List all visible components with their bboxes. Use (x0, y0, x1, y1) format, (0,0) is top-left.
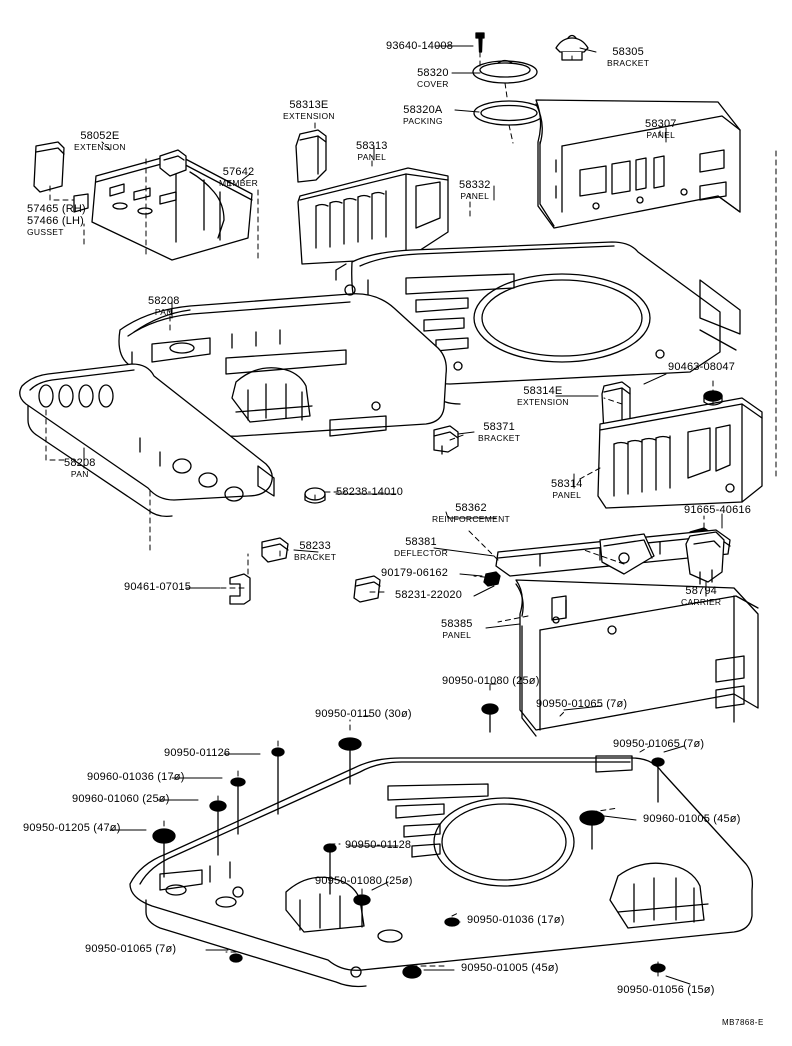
part-58385 (516, 580, 758, 736)
label-text: 90950-01065 (7ø) (613, 738, 705, 750)
part-90461-07015 (230, 574, 250, 604)
label-90950-01150-30 (315, 709, 412, 721)
part-58794 (686, 532, 724, 584)
label-subtext: BRACKET (607, 57, 650, 68)
label-subtext: PANEL (442, 629, 472, 640)
label-90950-01126 (164, 748, 230, 760)
label-58381 (394, 537, 448, 558)
label-text: 90950-01065 (7ø) (536, 698, 628, 710)
label-text: 90950-01036 (17ø) (467, 914, 565, 926)
label-subtext: PANEL (460, 190, 490, 201)
label-subtext: EXTENSION (74, 141, 126, 152)
label-57642 (219, 167, 258, 188)
label-subtext: BRACKET (294, 551, 337, 562)
label-subtext: EXTENSION (517, 396, 569, 407)
label-text: 58314 (551, 478, 583, 490)
label-text: 58381 (405, 536, 437, 548)
label-subtext: PANEL (646, 129, 676, 140)
label-90463-08047 (668, 362, 735, 374)
label-subtext: BRACKET (478, 432, 521, 443)
label-text: 90960-01005 (45ø) (643, 813, 741, 825)
label-58314 (551, 479, 583, 500)
label-90950-01065-7a (536, 699, 627, 711)
label-text: 90950-01056 (15ø) (617, 984, 715, 996)
part-58313E (296, 130, 326, 182)
part-58320 (473, 61, 537, 84)
label-subtext: DEFLECTOR (394, 547, 449, 558)
label-subtext: MEMBER (219, 177, 259, 188)
label-text: 58794 (685, 585, 717, 597)
label-subtext: PAN (70, 468, 89, 479)
label-text: 57466 (LH) (27, 215, 85, 227)
label-subtext: REINFORCEMENT (432, 513, 511, 524)
label-text: 58385 (441, 618, 473, 630)
label-text: 58314E (523, 385, 563, 397)
label-text: 58320A (403, 104, 443, 116)
label-text: 90950-01080 (25ø) (315, 875, 413, 887)
figure-code: MB7868-E (722, 1018, 764, 1027)
label-text: 91665-40616 (684, 504, 752, 516)
label-text: 58238-14010 (336, 486, 404, 498)
label-58313 (356, 141, 388, 162)
label-58208-top (148, 296, 180, 317)
part-58231-22020 (354, 576, 380, 602)
label-text: 58313E (289, 99, 329, 111)
label-text: 57465 (RH) (27, 203, 86, 215)
label-text: 90950-01205 (47ø) (23, 822, 121, 834)
part-58371 (434, 426, 458, 454)
label-58794 (681, 586, 721, 607)
label-90960-01060-25 (72, 794, 170, 806)
label-subtext: CARRIER (681, 596, 722, 607)
label-text: 58332 (459, 179, 491, 191)
label-90950-01205-47 (23, 823, 121, 835)
label-58313E (283, 100, 335, 121)
part-58320A (474, 101, 544, 125)
label-58332 (459, 180, 491, 201)
label-text: 58052E (80, 130, 120, 142)
part-bottom-floor-pan (130, 756, 752, 987)
label-subtext: EXTENSION (283, 110, 335, 121)
label-58371 (478, 422, 520, 443)
label-text: 58208 (148, 295, 180, 307)
label-text: 58208 (64, 457, 96, 469)
label-58238-14010 (336, 487, 403, 499)
label-90950-01065-7c (85, 944, 176, 956)
label-text: 90950-01080 (25ø) (442, 675, 540, 687)
part-58233 (262, 538, 288, 562)
label-text: 58320 (417, 67, 449, 79)
label-90179-06162 (381, 568, 448, 580)
label-text: 57642 (222, 166, 255, 178)
label-58314E (517, 386, 569, 407)
part-58381 (600, 534, 654, 574)
label-58385 (441, 619, 473, 640)
label-58052E (74, 131, 126, 152)
label-subtext: PANEL (357, 151, 387, 162)
label-text: 58362 (455, 502, 487, 514)
label-text: 90950-01128 (345, 839, 412, 851)
label-93640-14008 (386, 41, 453, 53)
label-text: 90960-01036 (17ø) (87, 771, 185, 783)
label-58305 (607, 47, 649, 68)
label-57465 (27, 204, 86, 216)
label-58362 (432, 503, 510, 524)
label-text: 90179-06162 (381, 567, 449, 579)
label-90960-01005-45 (643, 814, 741, 826)
label-subtext: PANEL (552, 489, 582, 500)
label-90950-01036-17 (467, 915, 565, 927)
label-text: 90461-07015 (124, 581, 192, 593)
label-text: 90950-01005 (45ø) (461, 962, 559, 974)
label-text: 58231-22020 (395, 589, 463, 601)
label-text: 58233 (299, 540, 331, 552)
part-58307 (536, 100, 740, 228)
label-90960-01036-17 (87, 772, 185, 784)
label-text: 58313 (356, 140, 388, 152)
label-text: 93640-14008 (386, 40, 454, 52)
label-90950-01005-45 (461, 963, 559, 975)
label-90461-07015 (124, 582, 191, 594)
label-58208-left (64, 458, 96, 479)
label-90950-01128 (345, 840, 411, 852)
label-58233 (294, 541, 336, 562)
label-58231-22020 (395, 590, 462, 602)
part-58052E (34, 142, 64, 192)
label-text: 90950-01065 (7ø) (85, 943, 177, 955)
label-subtext: GUSSET (27, 226, 64, 237)
label-text: 90950-01126 (164, 747, 231, 759)
label-subtext: PACKING (403, 115, 443, 126)
label-text: 90950-01150 (30ø) (315, 708, 412, 720)
label-58320A (403, 105, 443, 126)
label-58307 (645, 119, 677, 140)
label-90950-01065-7b (613, 739, 704, 751)
label-text: 58305 (612, 46, 644, 58)
part-90179-06162 (484, 572, 500, 586)
label-text: 58371 (483, 421, 515, 433)
label-text: 90463-08047 (668, 361, 736, 373)
label-90950-01056-15 (617, 985, 715, 997)
part-93640-14008 (476, 33, 484, 52)
label-subtext: PAN (154, 306, 173, 317)
label-90950-01080-25 (442, 676, 540, 688)
label-text: 90960-01060 (25ø) (72, 793, 170, 805)
label-90950-01080-25b (315, 876, 413, 888)
label-58320 (417, 68, 449, 89)
label-text: 58307 (645, 118, 677, 130)
label-subtext: COVER (417, 78, 449, 89)
label-57466 (27, 216, 84, 237)
label-91665-40616 (684, 505, 751, 517)
